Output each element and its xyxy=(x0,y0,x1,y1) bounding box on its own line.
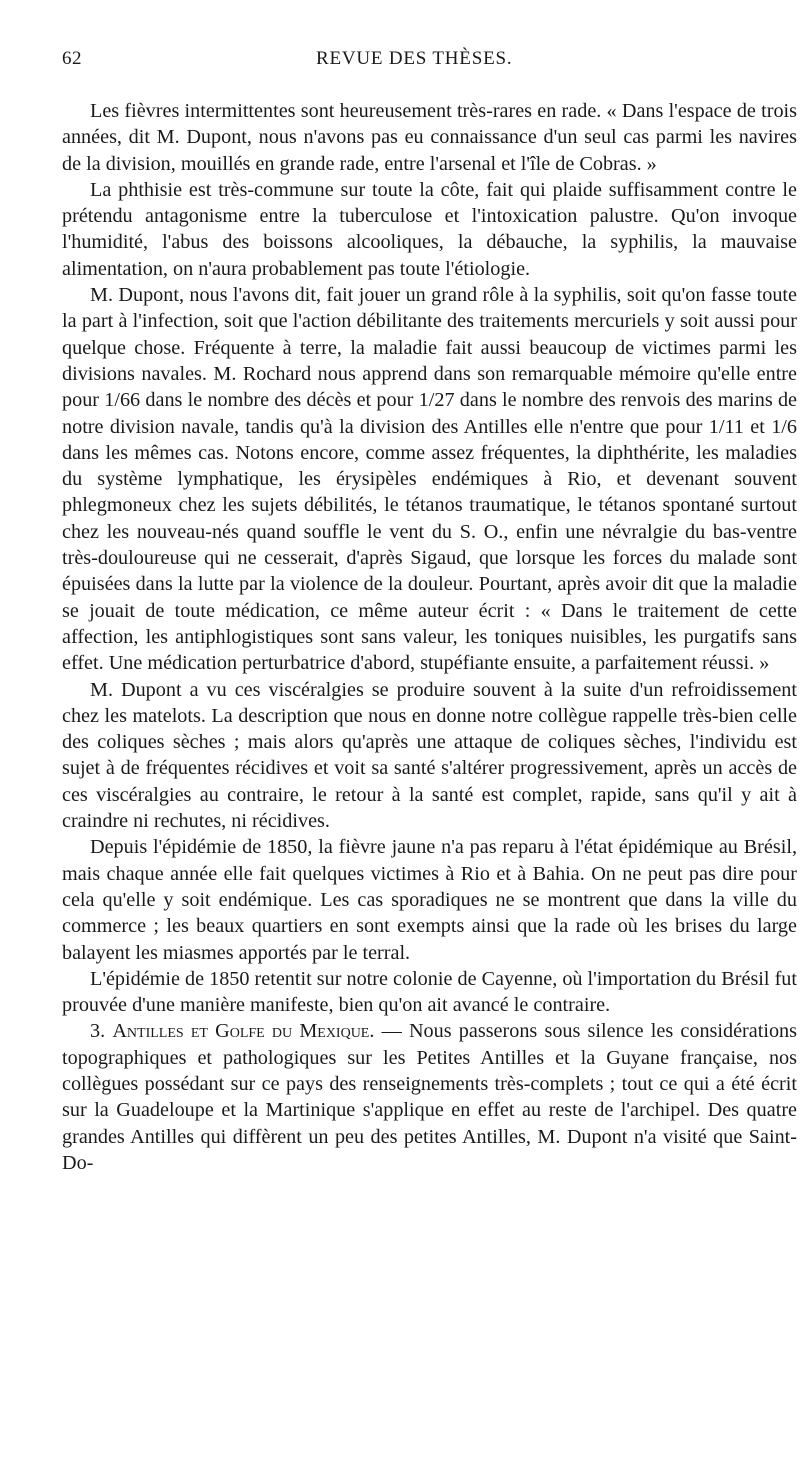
body-text xyxy=(62,98,797,1176)
paragraph-fievres: Les fièvres intermittentes sont heureusement très-rares en rade. « Dans l'espace de trois années, dit M. Dupont, nous n'avons pas eu connaissance d'un seul cas parmi les navires de la division, mouillés en grande rade, entre l'arsenal et l'île de Cobras. » xyxy=(62,100,797,175)
paragraph-syphilis: M. Dupont, nous l'avons dit, fait jouer un grand rôle à la syphilis, soit qu'on fasse toute la part à l'infection, soit que l'action débilitante des traitements mercuriels y soit aussi pour quelque chose. Fréquente à terre, la maladie fait aussi beaucoup de victimes parmi les divisions navales. M. Rochard nous apprend dans son remarquable mémoire qu'elle entre pour 1/66 dans le nombre des décès et pour 1/27 dans le nombre des renvois des marins de notre division navale, tandis qu'à la division des Antilles elle n'entre que pour 1/11 et 1/6 dans les mêmes cas. Notons encore, comme assez fréquentes, la diphthérite, les maladies du système lymphatique, les érysipèles endémiques à Rio, et devenant souvent phlegmoneux chez les sujets débilités, le tétanos traumatique, le tétanos spontané surtout chez les nouveau-nés quand souffle le vent du S. O., enfin une névralgie du bas-ventre très-douloureuse qui ne cesserait, d'après Sigaud, que lorsque les forces du malade sont épuisées dans la lutte par la violence de la douleur. Pourtant, après avoir dit que la maladie se jouait de toute médication, ce même auteur écrit : « Dans le traitement de cette affection, les antiphlogistiques sont sans valeur, les toniques nuisibles, les purgatifs sans effet. Une médication perturbatrice d'abord, stupéfiante ensuite, a parfaitement réussi. » xyxy=(62,284,797,675)
page xyxy=(62,48,797,1176)
section-antilles xyxy=(62,1018,797,1176)
section-number: 3. xyxy=(90,1020,106,1043)
paragraph-phthisie: La phthisie est très-commune sur toute la côte, fait qui plaide suffisamment contre le prétendu antagonisme entre la tuberculose et l'intoxication palustre. Qu'on invoque l'humidité, l'abus des boissons alcooliques, la débauche, la syphilis, la mauvaise alimentation, on n'aura probablement pas toute l'étiologie. xyxy=(62,178,797,280)
running-title: REVUE DES THÈSES. xyxy=(316,48,513,69)
section-text: — Nous passerons sous silence les considérations topographiques et pathologiques sur les Petites Antilles et la Guyane française, nos collègues possédant sur ce pays des renseignements très-complets ; tout ce qui a été écrit sur la Guadeloupe et la Martinique s'applique en effet au reste de l'archipel. Des quatre grandes Antilles qui diffèrent un peu des petites Antilles, M. Dupont n'a visité que Saint-Do- xyxy=(62,1020,798,1174)
paragraph-visceralgies: M. Dupont a vu ces viscéralgies se produire souvent à la suite d'un refroidissement chez les matelots. La description que nous en donne notre collègue rappelle très-bien celle des coliques sèches ; mais alors qu'après une attaque de coliques sèches, l'individu est sujet à de fréquentes récidives et voit sa santé s'altérer progressivement, après un accès de ces viscéralgies au contraire, le retour à la santé est complet, rapide, sans qu'il y ait à craindre ni rechutes, ni récidives. xyxy=(62,678,797,833)
section-heading: Antilles et Golfe du Mexique. xyxy=(112,1020,375,1043)
running-head xyxy=(62,48,797,78)
page-number: 62 xyxy=(62,48,82,69)
paragraph-cayenne: L'épidémie de 1850 retentit sur notre colonie de Cayenne, où l'importation du Brésil fut prouvée d'une manière manifeste, bien qu'on ait avancé le contraire. xyxy=(62,967,797,1017)
paragraph-fievre-jaune: Depuis l'épidémie de 1850, la fièvre jaune n'a pas reparu à l'état épidémique au Brésil, mais chaque année elle fait quelques victimes à Rio et à Bahia. On ne peut pas dire pour cela qu'elle y soit endémique. Les cas sporadiques ne se montrent que dans la ville du commerce ; les beaux quartiers en sont exempts ainsi que la rade où les brises du large balayent les miasmes apportés par le terral. xyxy=(62,836,797,964)
